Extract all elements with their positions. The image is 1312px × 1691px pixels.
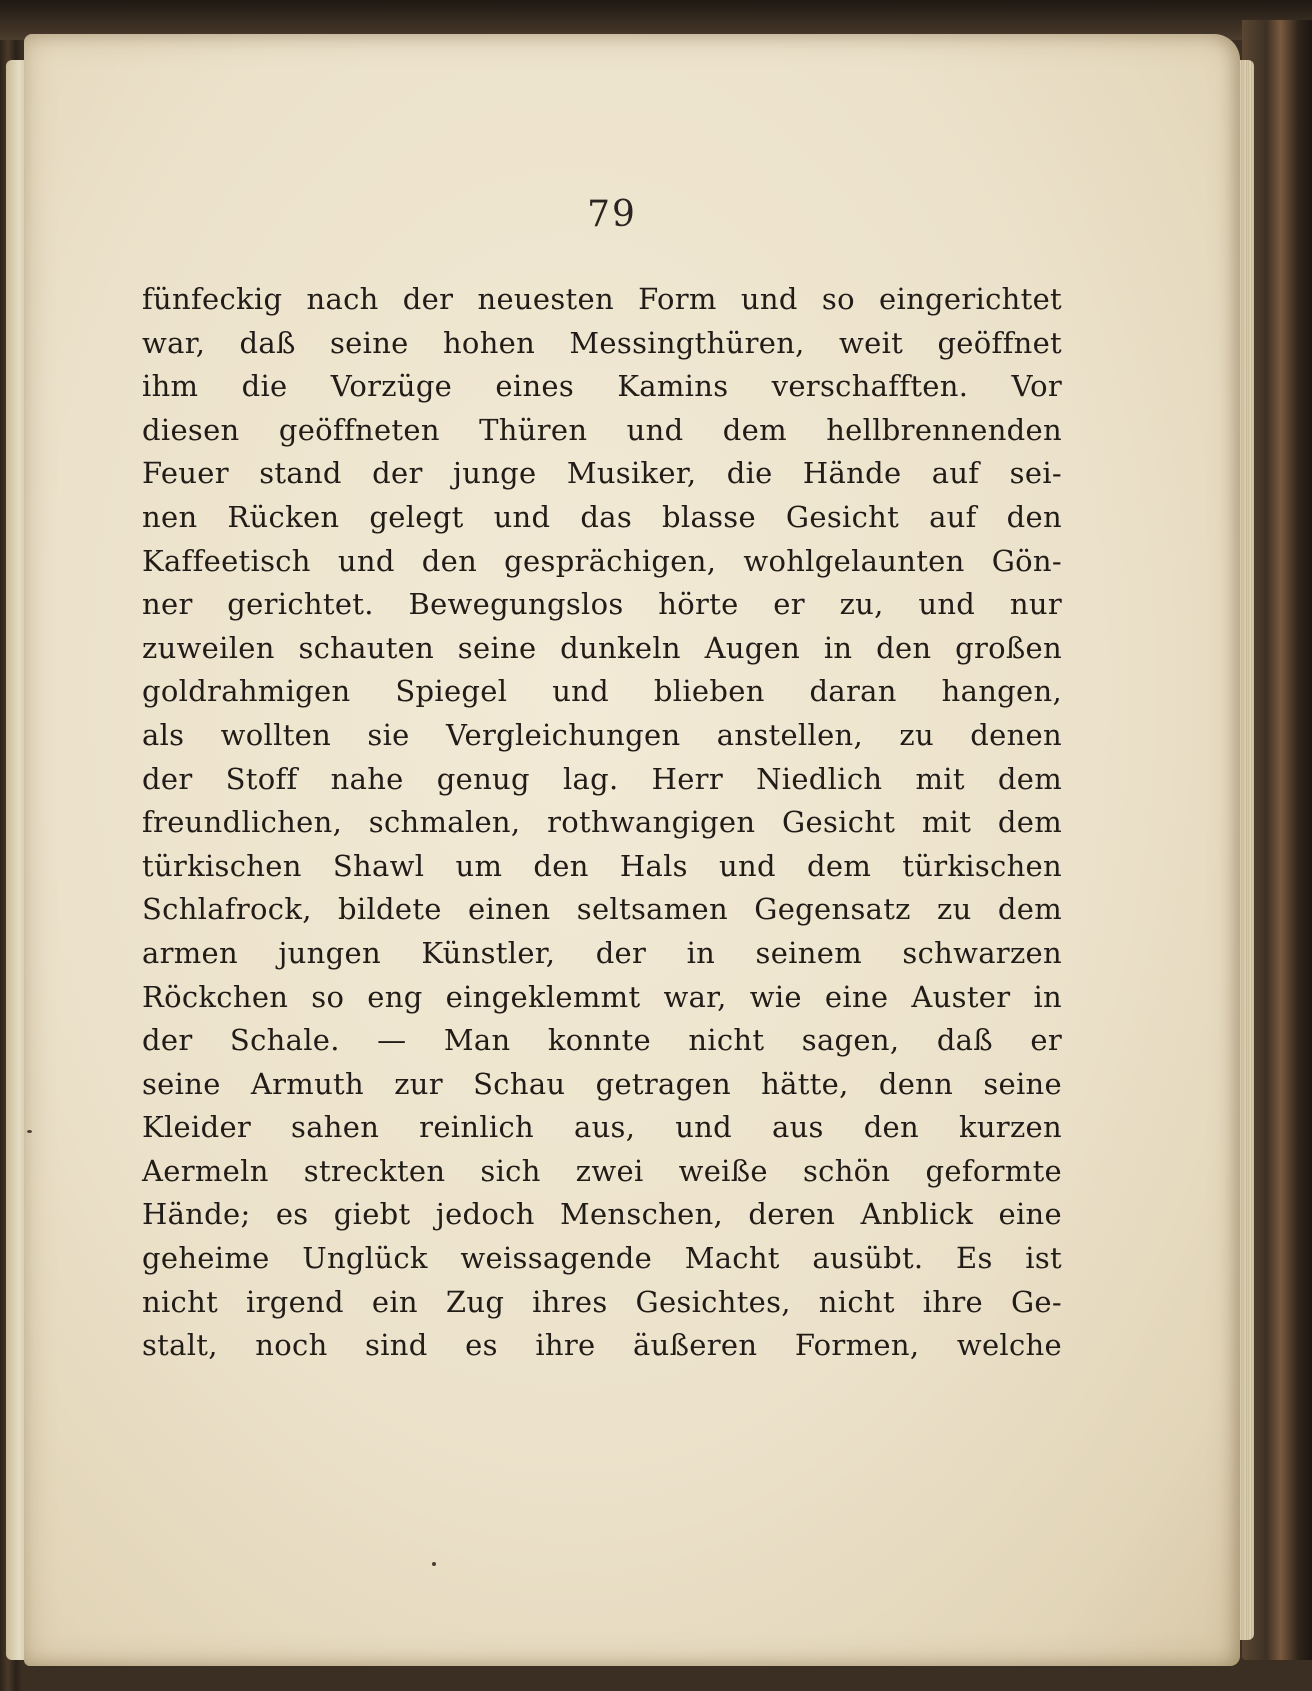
text-line: nicht irgend ein Zug ihres Gesichtes, nicht ihre Ge- bbox=[142, 1284, 1062, 1319]
text-line: Hände; es giebt jedoch Menschen, deren Anblick eine bbox=[142, 1197, 1062, 1232]
text-line: fünfeckig nach der neuesten Form und so eingerichtet bbox=[142, 282, 1062, 316]
paper-speck bbox=[27, 1130, 32, 1133]
text-line: goldrahmigen Spiegel und blieben daran hangen, bbox=[142, 674, 1062, 709]
text-line: der Stoff nahe genug lag. Herr Niedlich mit dem bbox=[142, 761, 1062, 796]
text-line: Feuer stand der junge Musiker, die Hände auf sei- bbox=[142, 456, 1062, 491]
page-number: 79 bbox=[587, 194, 637, 235]
text-line: als wollten sie Vergleichungen anstellen, zu denen bbox=[142, 717, 1062, 752]
text-line: türkischen Shawl um den Hals und dem türkischen bbox=[142, 848, 1062, 883]
book-page bbox=[24, 34, 1240, 1666]
text-line: geheime Unglück weissagende Macht ausübt. Es ist bbox=[142, 1241, 1062, 1276]
text-line: ihm die Vorzüge eines Kamins verschafften. Vor bbox=[142, 369, 1062, 404]
text-line: der Schale. — Man konnte nicht sagen, daß er bbox=[142, 1023, 1062, 1058]
text-line: stalt, noch sind es ihre äußeren Formen, welche bbox=[142, 1328, 1062, 1363]
text-line: Schlafrock, bildete einen seltsamen Gegensatz zu dem bbox=[142, 892, 1062, 927]
text-line: Aermeln streckten sich zwei weiße schön geformte bbox=[142, 1153, 1062, 1188]
text-line: zuweilen schauten seine dunkeln Augen in den großen bbox=[142, 630, 1062, 665]
text-line: freundlichen, schmalen, rothwangigen Gesicht mit dem bbox=[142, 805, 1062, 840]
text-line: ner gerichtet. Bewegungslos hörte er zu, und nur bbox=[142, 587, 1062, 622]
text-line: seine Armuth zur Schau getragen hätte, denn seine bbox=[142, 1066, 1062, 1101]
text-line: nen Rücken gelegt und das blasse Gesicht auf den bbox=[142, 499, 1062, 534]
paper-speck bbox=[432, 1562, 436, 1566]
text-line: Kleider sahen reinlich aus, und aus den kurzen bbox=[142, 1110, 1062, 1145]
text-line: Röckchen so eng eingeklemmt war, wie eine Auster in bbox=[142, 979, 1062, 1014]
text-line: diesen geöffneten Thüren und dem hellbrennenden bbox=[142, 412, 1062, 447]
text-line: armen jungen Künstler, der in seinem schwarzen bbox=[142, 935, 1062, 970]
text-line: war, daß seine hohen Messingthüren, weit geöffnet bbox=[142, 325, 1062, 360]
text-line: Kaffeetisch und den gesprächigen, wohlgelaunten Gön- bbox=[142, 543, 1062, 578]
page-body-text bbox=[142, 278, 1062, 1368]
